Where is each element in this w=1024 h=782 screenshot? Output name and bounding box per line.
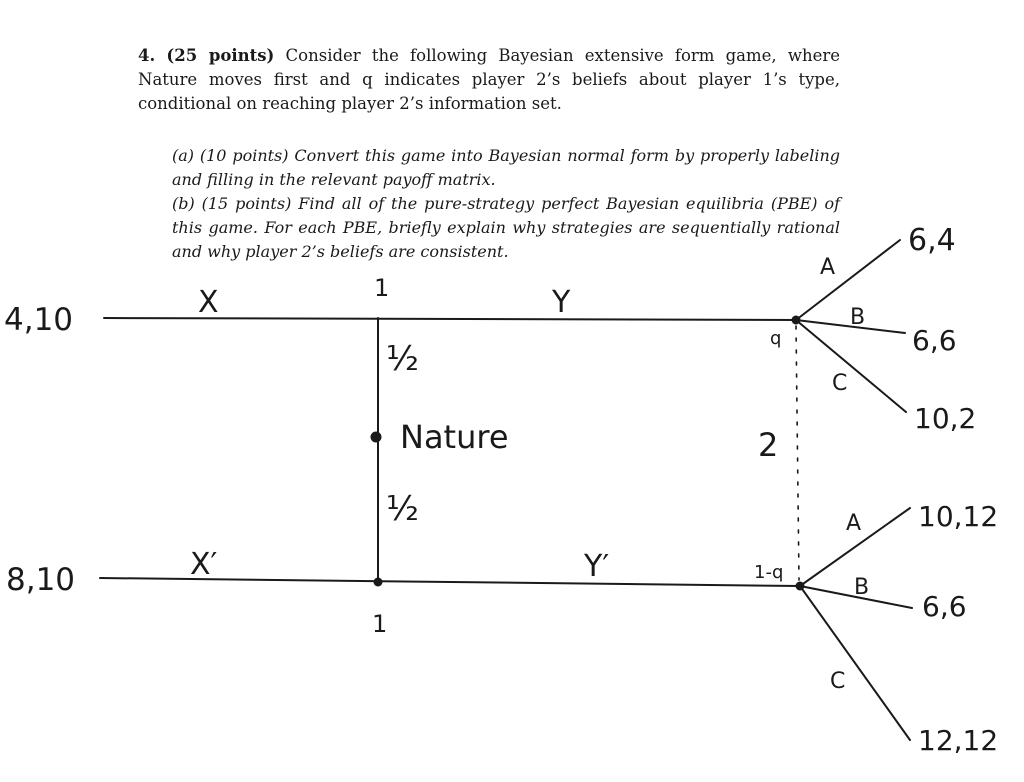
payoff-bottom-x: 8,10 (6, 562, 76, 598)
payoff-bottom-B: 6,6 (922, 590, 967, 623)
nature-node (371, 432, 382, 443)
player1-label-bottom: 1 (372, 610, 388, 638)
action-top-b: B (850, 305, 866, 330)
payoff-bottom-A: 10,12 (918, 500, 999, 533)
action-top-c: C (832, 371, 848, 396)
action-bottom-y: Y′ (584, 549, 610, 584)
edge-bottom-C (800, 586, 910, 740)
payoff-top-C: 10,2 (914, 402, 977, 435)
action-top-x: X (198, 285, 219, 320)
belief-bottom: 1-q (754, 562, 784, 583)
action-bottom-b: B (854, 575, 870, 600)
action-top-a: A (820, 255, 836, 280)
prob-top: ½ (386, 339, 419, 379)
prob-bottom: ½ (386, 489, 419, 529)
belief-top: q (770, 328, 782, 349)
action-bottom-x: X′ (190, 547, 218, 582)
problem-points: (25 points) (166, 46, 275, 65)
payoff-bottom-C: 12,12 (918, 724, 999, 757)
edge-top-C (796, 320, 906, 412)
edge-top-A (796, 240, 900, 320)
action-bottom-a: A (846, 511, 862, 536)
action-bottom-c: C (830, 669, 846, 694)
nature-label: Nature (400, 418, 509, 456)
payoff-top-A: 6,4 (908, 223, 956, 258)
problem-number: 4. (138, 46, 156, 65)
player1-label-top: 1 (374, 274, 390, 302)
action-top-y: Y (552, 285, 571, 320)
p2-node-top (792, 316, 801, 325)
part-a-text: (a) (10 points) Convert this game into Bayesian normal form by properly labeling and filling in the relevant payoff matrix. (172, 146, 840, 189)
payoff-top-x: 4,10 (4, 302, 74, 338)
information-set-line (796, 326, 799, 580)
payoff-top-B: 6,6 (912, 324, 957, 357)
p2-node-bottom (796, 582, 805, 591)
problem-text: Consider the following Bayesian extensive form game, where Nature moves first and q indicates player 2’s beliefs about player 1’s type, conditional on reaching player 2’s information set. (138, 46, 840, 113)
player2-label: 2 (758, 426, 779, 464)
p1-node-bottom (374, 578, 383, 587)
part-b-text: (b) (15 points) Find all of the pure-strategy perfect Bayesian equilibria (PBE) of this game. For each PBE, briefly explain why strategies are sequentially rational and why player 2’s beliefs are consistent. (172, 194, 840, 261)
